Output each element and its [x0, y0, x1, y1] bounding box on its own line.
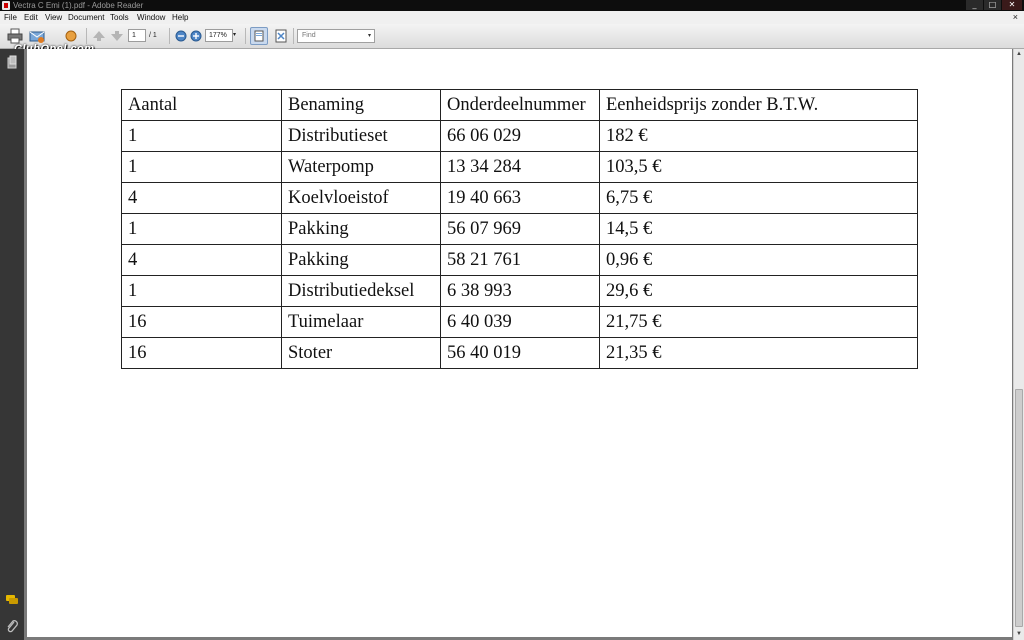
- toolbar-separator: [245, 28, 246, 44]
- table-row: [122, 276, 918, 307]
- zoom-in-icon[interactable]: [187, 27, 205, 45]
- cell-benaming: Distributieset: [282, 121, 441, 152]
- cell-eenheidsprijs: 21,35 €: [600, 338, 918, 369]
- cell-onderdeelnummer: 56 40 019: [441, 338, 600, 369]
- cell-benaming: Koelvloeistof: [282, 183, 441, 214]
- adobe-reader-icon: [2, 1, 10, 10]
- cell-onderdeelnummer: 56 07 969: [441, 214, 600, 245]
- cell-eenheidsprijs: 103,5 €: [600, 152, 918, 183]
- cell-eenheidsprijs: 182 €: [600, 121, 918, 152]
- page-down-icon[interactable]: [108, 27, 126, 45]
- close-document-icon[interactable]: ×: [1012, 12, 1018, 22]
- title-bar: [0, 0, 1024, 11]
- table-row: [122, 245, 918, 276]
- document-area[interactable]: [24, 49, 1014, 640]
- cell-eenheidsprijs: 6,75 €: [600, 183, 918, 214]
- cell-aantal: 16: [122, 338, 282, 369]
- toolbar-separator: [293, 28, 294, 44]
- cell-aantal: 16: [122, 307, 282, 338]
- cell-benaming: Pakking: [282, 214, 441, 245]
- table-row: [122, 338, 918, 369]
- zoom-dropdown-icon[interactable]: ▾: [233, 32, 237, 38]
- find-input[interactable]: [297, 29, 375, 43]
- cell-onderdeelnummer: 58 21 761: [441, 245, 600, 276]
- vertical-scrollbar[interactable]: [1013, 49, 1024, 640]
- menu-window[interactable]: Window: [137, 13, 166, 22]
- page-total: / 1: [149, 32, 157, 39]
- cell-eenheidsprijs: 0,96 €: [600, 245, 918, 276]
- cell-eenheidsprijs: 14,5 €: [600, 214, 918, 245]
- menu-bar: [0, 11, 1024, 25]
- full-screen-icon[interactable]: [272, 27, 290, 45]
- menu-document[interactable]: Document: [68, 13, 105, 22]
- cell-onderdeelnummer: 13 34 284: [441, 152, 600, 183]
- minimize-button[interactable]: _: [966, 0, 983, 10]
- find-placeholder: Find: [302, 32, 316, 39]
- column-header: Aantal: [122, 90, 282, 121]
- scroll-down-icon[interactable]: ▼: [1016, 631, 1022, 637]
- scrollbar-thumb[interactable]: [1015, 389, 1023, 627]
- cell-benaming: Waterpomp: [282, 152, 441, 183]
- menu-help[interactable]: Help: [172, 13, 189, 22]
- cell-eenheidsprijs: 21,75 €: [600, 307, 918, 338]
- find-dropdown-icon[interactable]: ▾: [367, 33, 371, 39]
- cell-aantal: 1: [122, 214, 282, 245]
- close-button[interactable]: ✕: [1002, 0, 1022, 10]
- parts-table: [121, 89, 918, 369]
- zoom-input[interactable]: [205, 29, 233, 42]
- cell-benaming: Distributiedeksel: [282, 276, 441, 307]
- toolbar-separator: [86, 28, 87, 44]
- comments-icon[interactable]: [5, 592, 19, 606]
- page-number-input[interactable]: [128, 29, 146, 42]
- cell-benaming: Stoter: [282, 338, 441, 369]
- toolbar: [0, 24, 1024, 49]
- pdf-page: [27, 49, 1012, 637]
- menu-file[interactable]: File: [4, 13, 17, 22]
- column-header: Benaming: [282, 90, 441, 121]
- cell-eenheidsprijs: 29,6 €: [600, 276, 918, 307]
- table-header-row: [122, 90, 918, 121]
- window-controls: [966, 0, 1022, 11]
- table-row: [122, 152, 918, 183]
- column-header: Eenheidsprijs zonder B.T.W.: [600, 90, 918, 121]
- cell-benaming: Pakking: [282, 245, 441, 276]
- cell-onderdeelnummer: 66 06 029: [441, 121, 600, 152]
- column-header: Onderdeelnummer: [441, 90, 600, 121]
- toolbar-separator: [169, 28, 170, 44]
- attachments-icon[interactable]: [5, 619, 19, 633]
- menu-view[interactable]: View: [45, 13, 63, 22]
- menu-tools[interactable]: Tools: [110, 13, 129, 22]
- cell-aantal: 1: [122, 276, 282, 307]
- table-row: [122, 183, 918, 214]
- cell-onderdeelnummer: 6 38 993: [441, 276, 600, 307]
- cell-benaming: Tuimelaar: [282, 307, 441, 338]
- pages-panel-icon[interactable]: [5, 55, 19, 69]
- cell-aantal: 1: [122, 121, 282, 152]
- scroll-up-icon[interactable]: ▲: [1016, 51, 1022, 57]
- maximize-button[interactable]: □: [984, 0, 1001, 10]
- cell-aantal: 1: [122, 152, 282, 183]
- cell-aantal: 4: [122, 183, 282, 214]
- cell-aantal: 4: [122, 245, 282, 276]
- table-row: [122, 214, 918, 245]
- fit-page-icon[interactable]: [250, 27, 268, 45]
- cell-onderdeelnummer: 6 40 039: [441, 307, 600, 338]
- cell-onderdeelnummer: 19 40 663: [441, 183, 600, 214]
- window-title: Vectra C Emi (1).pdf - Adobe Reader: [13, 1, 144, 10]
- table-row: [122, 307, 918, 338]
- navigation-pane: [0, 49, 24, 640]
- menu-edit[interactable]: Edit: [24, 13, 38, 22]
- table-row: [122, 121, 918, 152]
